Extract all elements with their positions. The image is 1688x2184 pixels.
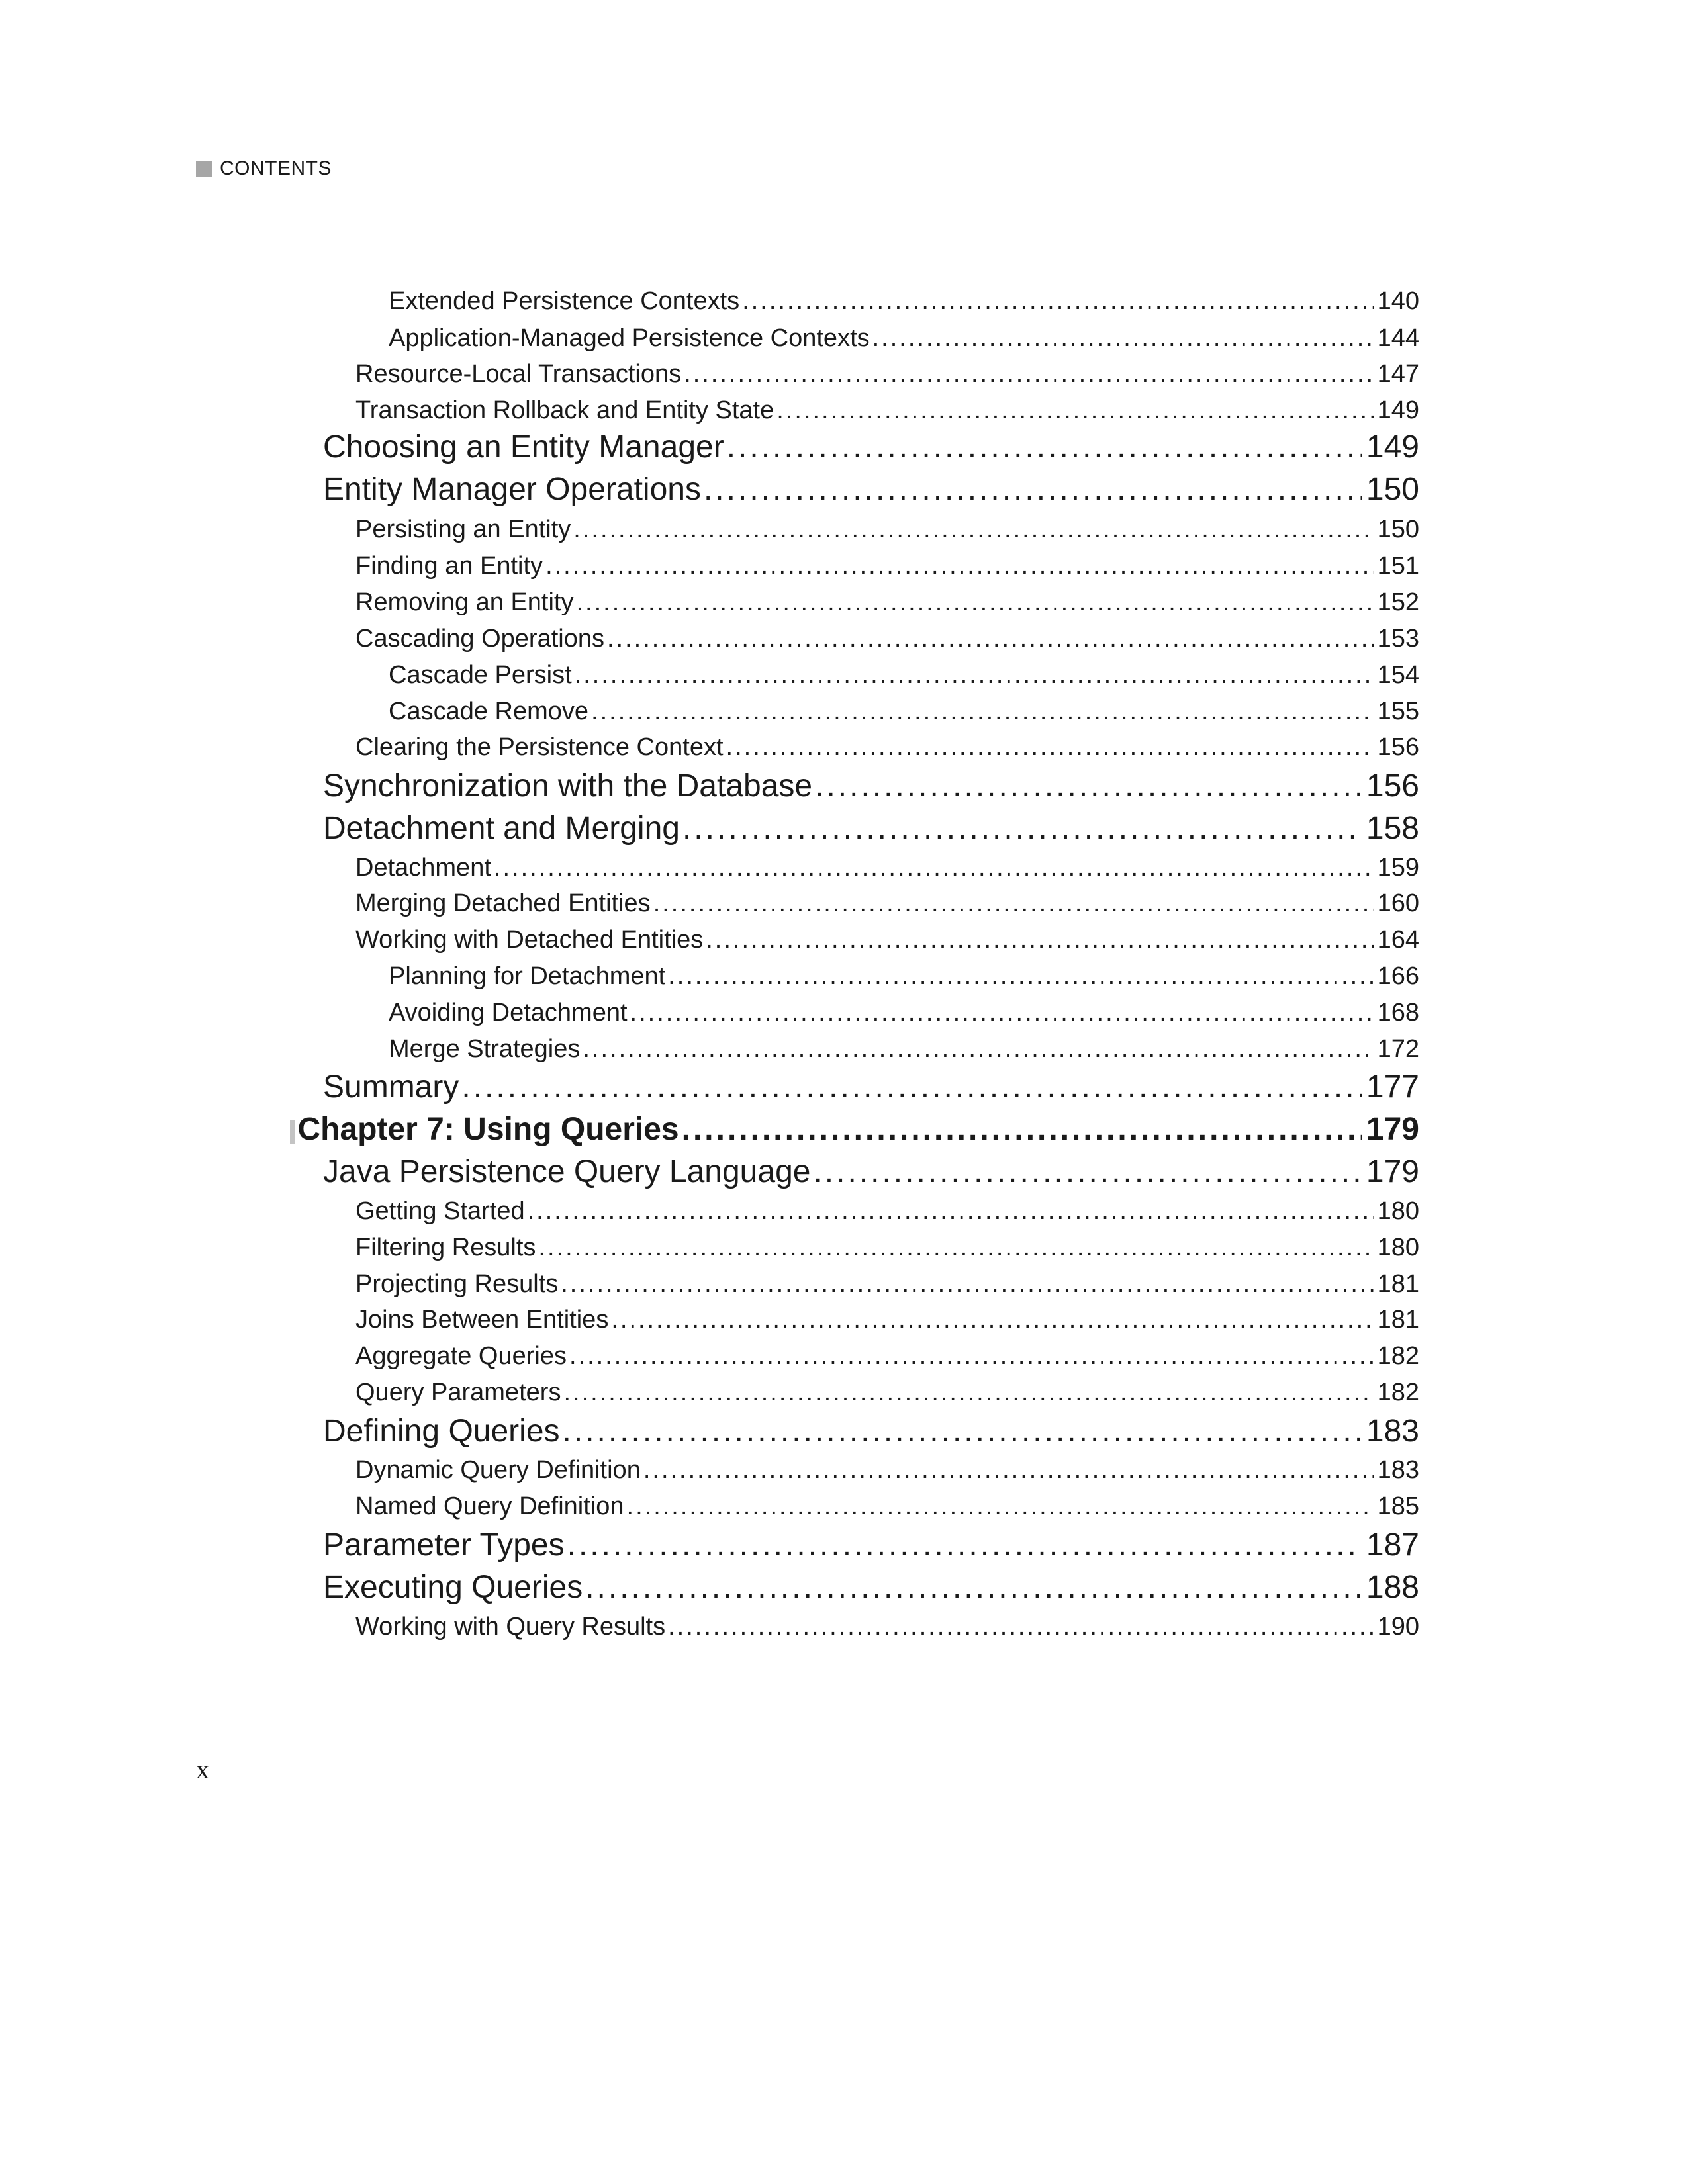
toc-entry-title: Merging Detached Entities — [355, 889, 651, 917]
toc-entry-title: Defining Queries — [323, 1414, 560, 1449]
toc-entry[interactable] — [389, 661, 1419, 697]
toc-entry-title: Finding an Entity — [355, 552, 543, 580]
toc-entry-title: Joins Between Entities — [355, 1306, 609, 1334]
dot-leader — [575, 661, 1374, 690]
dot-leader — [668, 962, 1373, 991]
dot-leader — [643, 1456, 1374, 1484]
toc-entry-title: Filtering Results — [355, 1234, 536, 1261]
dot-leader — [607, 625, 1374, 653]
dot-leader — [567, 1527, 1362, 1563]
toc-entry[interactable] — [355, 854, 1419, 889]
toc-entry-page: 160 — [1377, 889, 1419, 917]
dot-leader — [627, 1492, 1374, 1521]
dot-leader — [494, 854, 1374, 882]
toc-entry-title: Entity Manager Operations — [323, 472, 701, 507]
toc-entry[interactable] — [389, 287, 1419, 323]
toc-entry-title: Chapter 7: Using Queries — [297, 1112, 679, 1147]
toc-entry-page: 155 — [1377, 698, 1419, 725]
toc-entry-page: 158 — [1366, 811, 1419, 846]
toc-entry[interactable] — [355, 1197, 1419, 1233]
dot-leader — [813, 1154, 1362, 1190]
toc-entry[interactable] — [355, 588, 1419, 624]
toc-entry[interactable] — [355, 1234, 1419, 1269]
toc-entry-page: 156 — [1366, 768, 1419, 803]
toc-entry-page: 150 — [1377, 516, 1419, 543]
dot-leader — [461, 1069, 1362, 1105]
toc-entry[interactable] — [323, 471, 1419, 512]
toc-entry-title: Detachment and Merging — [323, 811, 680, 846]
toc-entry[interactable] — [355, 889, 1419, 925]
toc-entry-title: Working with Query Results — [355, 1613, 666, 1641]
dot-leader — [585, 1569, 1362, 1606]
toc-entry[interactable] — [355, 396, 1419, 432]
toc-entry-title: Cascade Remove — [389, 698, 589, 725]
toc-entry-page: 147 — [1377, 360, 1419, 388]
dot-leader — [611, 1306, 1373, 1334]
dot-leader — [528, 1197, 1374, 1226]
toc-entry-title: Removing an Entity — [355, 588, 574, 616]
toc-entry-title: Cascading Operations — [355, 625, 604, 653]
toc-entry-title: Application-Managed Persistence Contexts — [389, 324, 870, 352]
running-head — [196, 158, 332, 180]
dot-leader — [776, 396, 1373, 425]
toc-entry-title: Executing Queries — [323, 1570, 583, 1605]
toc-entry-page: 156 — [1377, 733, 1419, 761]
toc-entry-title: Getting Started — [355, 1197, 525, 1225]
toc-entry[interactable] — [355, 1492, 1419, 1528]
toc-entry[interactable] — [355, 1613, 1419, 1649]
dot-leader — [538, 1234, 1373, 1262]
toc-entry[interactable] — [323, 1069, 1419, 1110]
toc-entry[interactable] — [323, 1527, 1419, 1568]
toc-entry-title: Query Parameters — [355, 1379, 561, 1406]
dot-leader — [682, 810, 1362, 846]
toc-entry[interactable] — [355, 516, 1419, 551]
dot-leader — [682, 1111, 1362, 1148]
toc-entry-title: Avoiding Detachment — [389, 999, 628, 1026]
toc-entry-page: 183 — [1366, 1414, 1419, 1449]
toc-entry-page: 188 — [1366, 1570, 1419, 1605]
toc-entry-page: 182 — [1377, 1342, 1419, 1370]
toc-entry-title: Summary — [323, 1069, 459, 1105]
toc-entry[interactable] — [355, 1379, 1419, 1414]
dot-leader — [742, 287, 1373, 316]
toc-entry-page: 190 — [1377, 1613, 1419, 1641]
toc-entry-page: 150 — [1366, 472, 1419, 507]
toc-entry-page: 166 — [1377, 962, 1419, 990]
toc-entry-title: Projecting Results — [355, 1270, 559, 1298]
toc-entry-page: 181 — [1377, 1306, 1419, 1334]
dot-leader — [577, 588, 1374, 617]
dot-leader — [561, 1270, 1373, 1298]
dot-leader — [545, 552, 1374, 580]
toc-entry[interactable] — [389, 962, 1419, 998]
page-folio: x — [196, 1754, 209, 1784]
dot-leader — [563, 1413, 1362, 1449]
toc-entry[interactable] — [389, 1035, 1419, 1071]
toc-entry-page: 172 — [1377, 1035, 1419, 1063]
toc-entry-page: 179 — [1366, 1112, 1419, 1147]
toc-entry-page: 180 — [1377, 1197, 1419, 1225]
toc-entry-page: 185 — [1377, 1492, 1419, 1520]
toc-entry-page: 179 — [1366, 1154, 1419, 1189]
toc-entry-title: Merge Strategies — [389, 1035, 581, 1063]
toc-entry-title: Extended Persistence Contexts — [389, 287, 740, 315]
chapter-marker-icon — [290, 1120, 295, 1144]
running-head-label: CONTENTS — [220, 158, 332, 179]
toc-entry[interactable] — [323, 1569, 1419, 1610]
toc-entry-page: 182 — [1377, 1379, 1419, 1406]
toc-entry-page: 151 — [1377, 552, 1419, 580]
toc-entry[interactable] — [355, 926, 1419, 962]
dot-leader — [684, 360, 1373, 388]
toc-entry-page: 144 — [1377, 324, 1419, 352]
dot-leader — [706, 926, 1373, 954]
toc-entry-page: 153 — [1377, 625, 1419, 653]
toc-entry-page: 183 — [1377, 1456, 1419, 1484]
toc-entry-page: 140 — [1377, 287, 1419, 315]
dot-leader — [815, 768, 1362, 804]
toc-entry-page: 181 — [1377, 1270, 1419, 1298]
toc-entry-title: Detachment — [355, 854, 491, 882]
toc-entry[interactable] — [389, 999, 1419, 1034]
toc-entry[interactable] — [323, 1154, 1419, 1195]
toc-entry[interactable] — [323, 810, 1419, 851]
toc-entry-title: Planning for Detachment — [389, 962, 666, 990]
header-square-icon — [196, 161, 212, 177]
toc-entry[interactable] — [355, 360, 1419, 396]
toc-entry[interactable] — [355, 1342, 1419, 1378]
toc-entry-page: 152 — [1377, 588, 1419, 616]
toc-entry-title: Choosing an Entity Manager — [323, 430, 724, 465]
dot-leader — [591, 698, 1374, 726]
dot-leader — [573, 516, 1373, 544]
toc-entry[interactable] — [323, 768, 1419, 809]
toc-entry[interactable] — [355, 1456, 1419, 1492]
toc-entry[interactable] — [389, 698, 1419, 733]
toc-entry[interactable] — [323, 1413, 1419, 1454]
toc-entry-title: Cascade Persist — [389, 661, 572, 689]
toc-entry-page: 149 — [1366, 430, 1419, 465]
toc-entry[interactable] — [389, 324, 1419, 360]
toc-entry[interactable] — [323, 429, 1419, 470]
toc-entry-page: 149 — [1377, 396, 1419, 424]
dot-leader — [569, 1342, 1374, 1371]
toc-entry-title: Dynamic Query Definition — [355, 1456, 641, 1484]
toc-entry-title: Transaction Rollback and Entity State — [355, 396, 774, 424]
toc-chapter-entry[interactable] — [290, 1111, 1419, 1152]
toc-entry[interactable] — [355, 1306, 1419, 1342]
dot-leader — [704, 471, 1362, 508]
dot-leader — [563, 1379, 1373, 1407]
toc-entry-page: 154 — [1377, 661, 1419, 689]
dot-leader — [726, 733, 1374, 762]
dot-leader — [668, 1613, 1373, 1641]
toc-entry-title: Java Persistence Query Language — [323, 1154, 811, 1189]
dot-leader — [872, 324, 1374, 353]
toc-entry-title: Working with Detached Entities — [355, 926, 704, 954]
toc-entry[interactable] — [355, 1270, 1419, 1306]
toc-entry[interactable] — [355, 552, 1419, 588]
dot-leader — [727, 429, 1362, 465]
toc-entry-page: 168 — [1377, 999, 1419, 1026]
toc-entry-title: Synchronization with the Database — [323, 768, 813, 803]
toc-entry-page: 164 — [1377, 926, 1419, 954]
toc-entry-page: 177 — [1366, 1069, 1419, 1105]
toc-entry-title: Aggregate Queries — [355, 1342, 567, 1370]
toc-entry-title: Clearing the Persistence Context — [355, 733, 724, 761]
toc-entry-title: Named Query Definition — [355, 1492, 624, 1520]
toc-entry-title: Resource-Local Transactions — [355, 360, 682, 388]
toc-entry-title: Persisting an Entity — [355, 516, 571, 543]
toc-entry-title: Parameter Types — [323, 1527, 565, 1563]
dot-leader — [583, 1035, 1373, 1064]
toc-entry[interactable] — [355, 733, 1419, 769]
toc-entry[interactable] — [355, 625, 1419, 660]
toc-entry-page: 180 — [1377, 1234, 1419, 1261]
toc-entry-page: 159 — [1377, 854, 1419, 882]
dot-leader — [653, 889, 1374, 918]
dot-leader — [630, 999, 1374, 1027]
toc-entry-page: 187 — [1366, 1527, 1419, 1563]
